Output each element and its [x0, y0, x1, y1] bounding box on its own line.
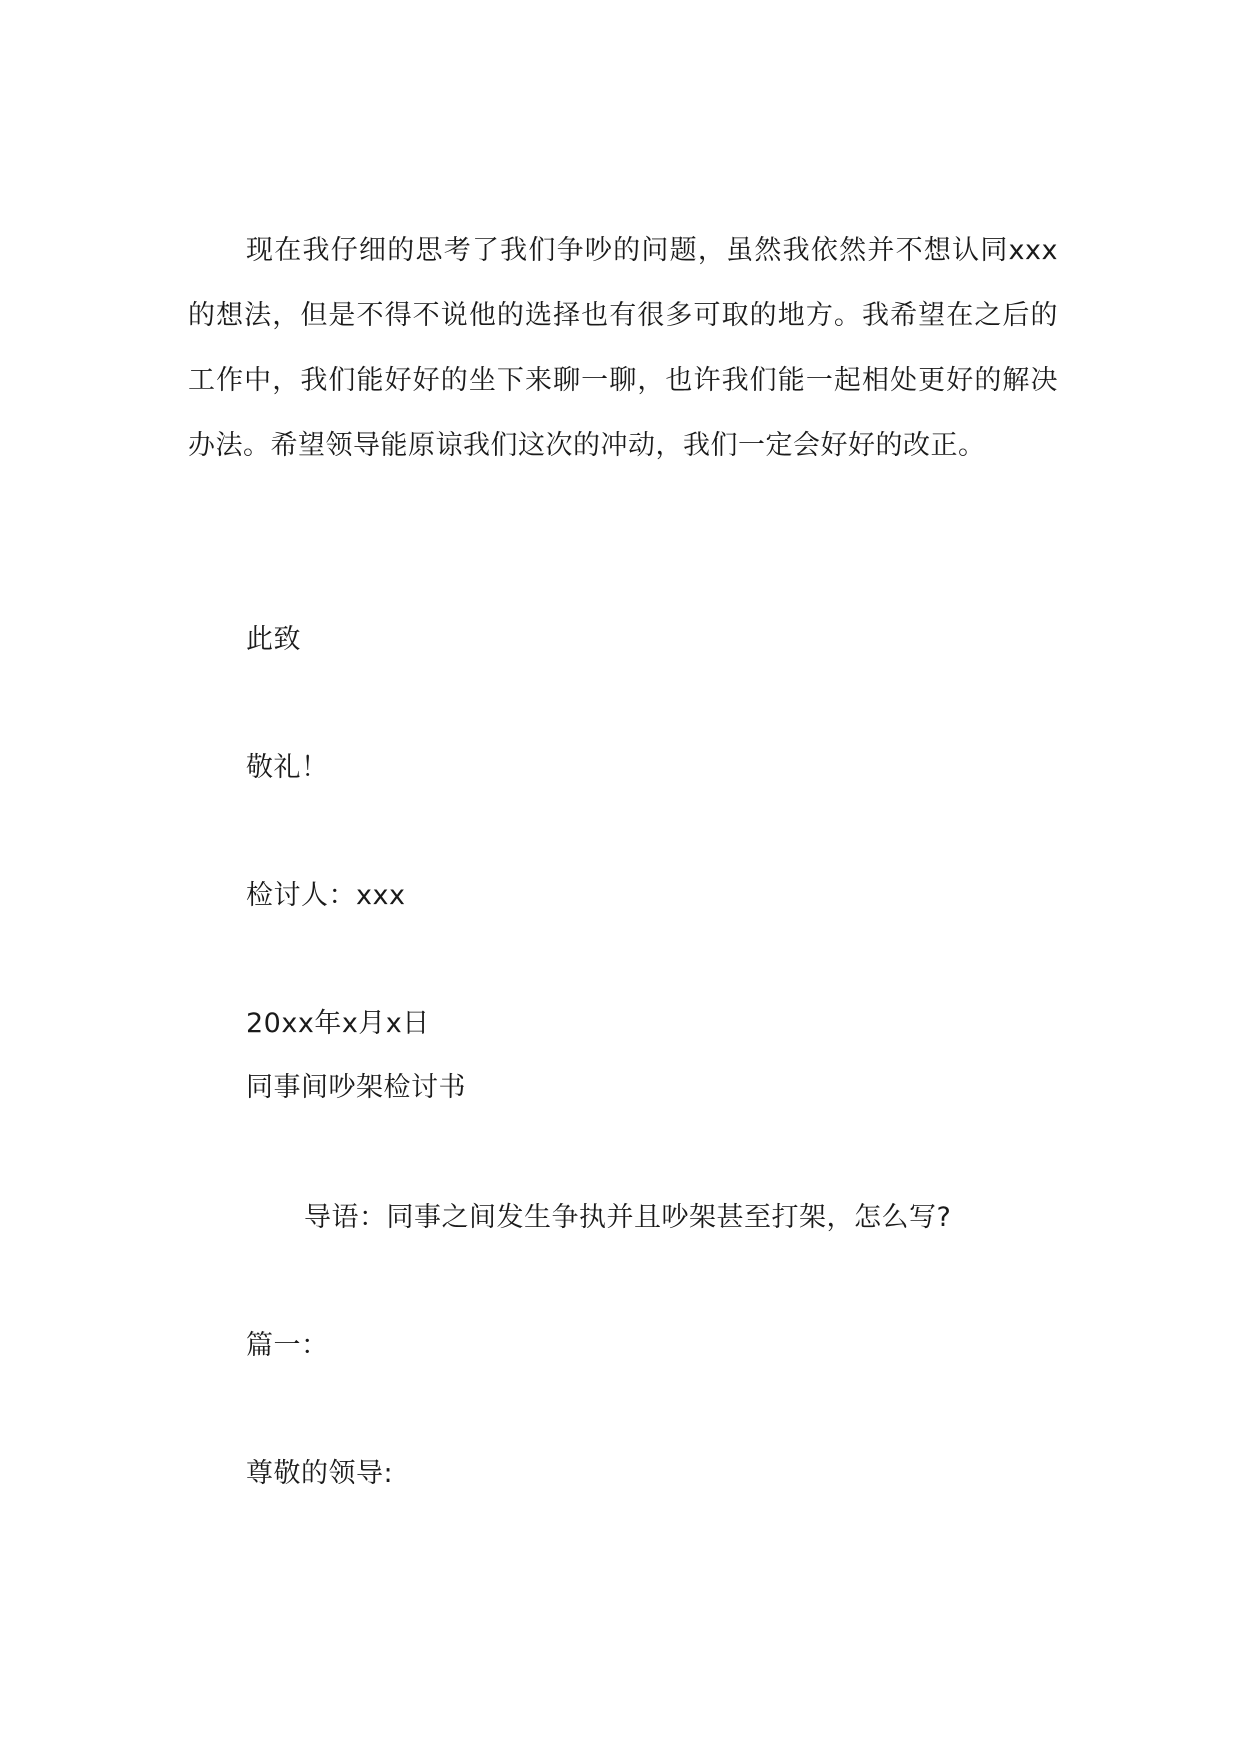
salutation-line: 尊敬的领导:: [246, 1458, 394, 1489]
closing-line-jingli: 敬礼！: [246, 752, 329, 783]
section-heading: 篇一：: [246, 1330, 329, 1361]
intro-line: 导语：同事之间发生争执并且吵架甚至打架，怎么写?: [304, 1202, 952, 1233]
closing-line-cizhi: 此致: [246, 624, 301, 655]
date-line: 20xx年x月x日: [246, 1008, 430, 1039]
document-title: 同事间吵架检讨书: [246, 1072, 466, 1103]
body-paragraph: 现在我仔细的思考了我们争吵的问题，虽然我依然并不想认同xxx的想法，但是不得不说他的选择也有很多可取的地方。我希望在之后的工作中，我们能好好的坐下来聊一聊，也许我们能一起相处更好的解决办法。希望领导能原谅我们这次的冲动，我们一定会好好的改正。: [188, 235, 1058, 461]
signer-line: 检讨人：xxx: [246, 880, 406, 911]
